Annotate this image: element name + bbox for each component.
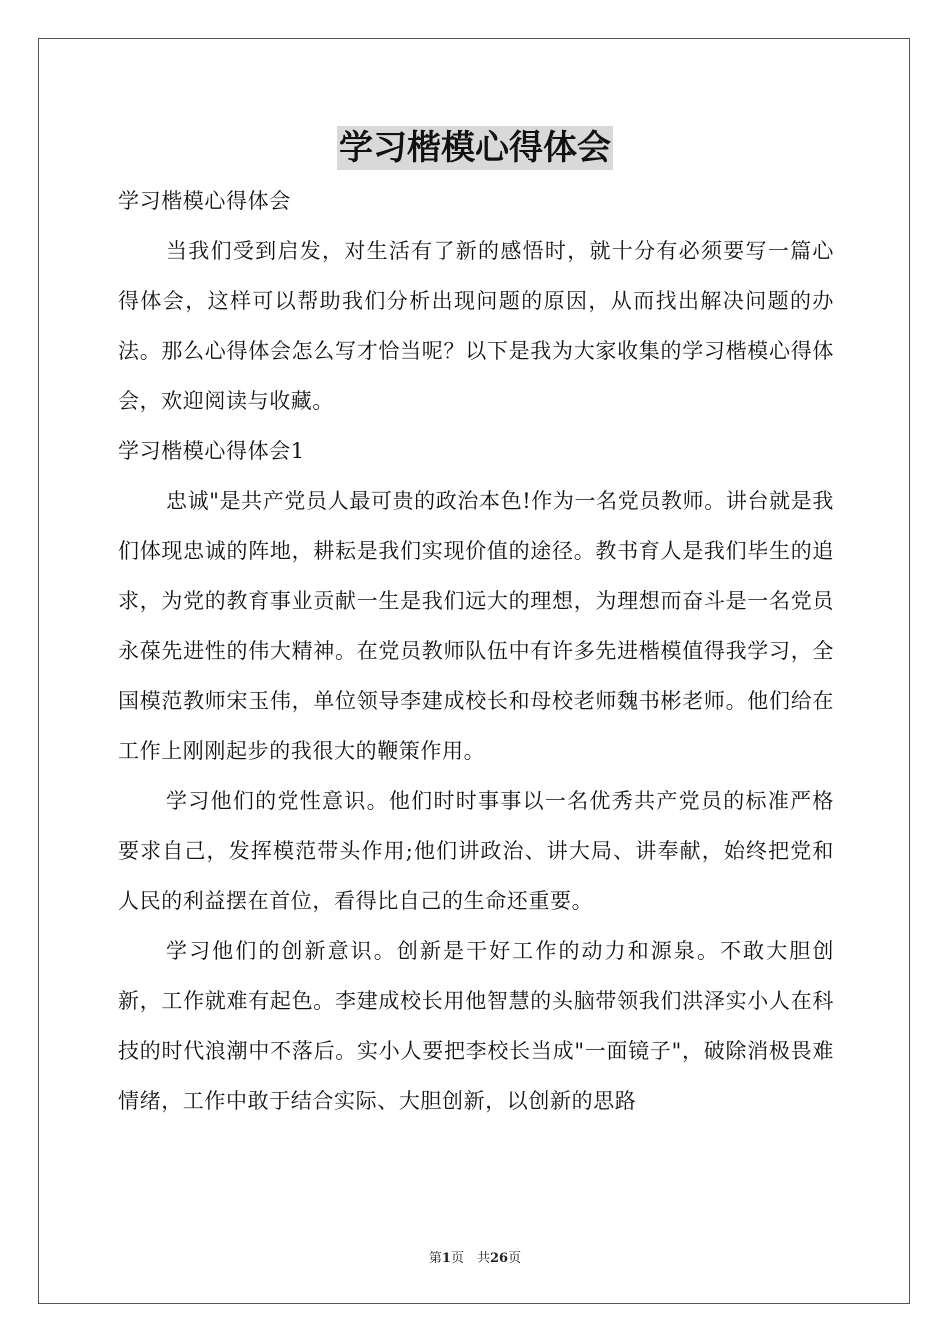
- section-heading: 学习楷模心得体会1: [118, 439, 305, 463]
- intro-paragraph: 当我们受到启发，对生活有了新的感悟时，就十分有必须要写一篇心得体会，这样可以帮助我们分析出现问题的原因，从而找出解决问题的办法。那么心得体会怎么写才恰当呢？以下是我为大家收集的学习楷模心得体会，欢迎阅读与收藏。: [118, 239, 834, 413]
- total-pages-number: 26: [489, 1251, 509, 1266]
- body-paragraph: 学习他们的创新意识。创新是干好工作的动力和源泉。不敢大胆创新，工作就难有起色。李建成校长用他智慧的头脑带领我们洪泽实小人在科技的时代浪潮中不落后。实小人要把李校长当成"一面镜子"，破除消极畏难情绪，工作中敢于结合实际、大胆创新，以创新的思路: [118, 939, 834, 1113]
- title-area: [0, 126, 950, 170]
- page-mid: 页 共: [450, 1251, 490, 1266]
- body-paragraph: 忠诚"是共产党员人最可贵的政治本色!作为一名党员教师。讲台就是我们体现忠诚的阵地，耕耘是我们实现价值的途径。教书育人是我们毕生的追求，为党的教育事业贡献一生是我们远大的理想，为理想而奋斗是一名党员永葆先进性的伟大精神。在党员教师队伍中有许多先进楷模值得我学习，全国模范教师宋玉伟，单位领导李建成校长和母校老师魏书彬老师。他们给在工作上刚刚起步的我很大的鞭策作用。: [118, 489, 834, 763]
- current-page-number: 1: [441, 1251, 451, 1266]
- page-footer: [0, 1247, 950, 1266]
- document-subtitle: 学习楷模心得体会: [118, 189, 291, 213]
- page-prefix: 第: [428, 1251, 442, 1266]
- document-body: [118, 176, 834, 1126]
- page-suffix: 页: [508, 1251, 522, 1266]
- document-title: 学习楷模心得体会: [339, 128, 611, 168]
- body-paragraph: 学习他们的党性意识。他们时时事事以一名优秀共产党员的标准严格要求自己，发挥模范带头作用;他们讲政治、讲大局、讲奉献，始终把党和人民的利益摆在首位，看得比自己的生命还重要。: [118, 789, 834, 913]
